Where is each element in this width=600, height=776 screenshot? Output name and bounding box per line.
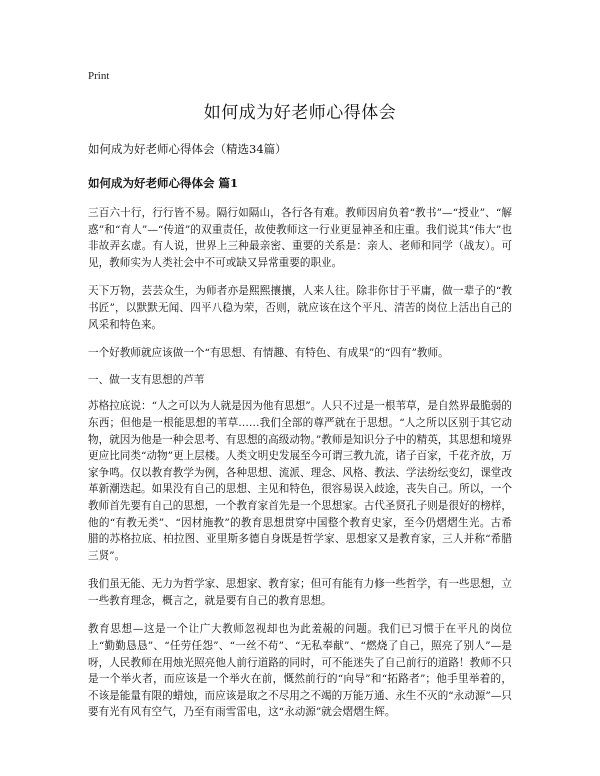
paragraph-education-thought: 教育思想—这是一个让广大教师忽视却也为此羞赧的问题。我们已习惯于在平凡的岗位上“勤勤恳恳”、“任劳任怨”、“一丝不苟”、“无私奉献”、“燃烧了自己，照亮了别人”—是呀，人民教师在用烛光照亮他人前行道路的同时，可不能迷失了自己前行的道路！教师不只是一个举火者，而应该是一个举火在前，慨然前行的“向导”和“拓路者”；他手里举着的，不该是能量有限的蜡烛，而应该是取之不尽用之不竭的万能万通、永生不灭的“永动源”—只要有光有风有空气，乃至有雨雪雷电，这“永动源”就会熠熠生辉。 (88, 623, 512, 719)
document-subtitle: 如何成为好老师心得体会（精选34篇） (88, 142, 287, 156)
print-label: Print (88, 70, 110, 82)
page-title: 如何成为好老师心得体会 (203, 103, 397, 123)
paragraph-second: 天下万物，芸芸众生，为师者亦是熙熙攘攘，人来人往。除非你甘于平庸，做一辈子的“教书匠”，以默默无闻、四平八稳为荣，否则，就应该在这个平凡、清苦的岗位上活出自己的风采和特色来。 (88, 285, 512, 331)
paragraph-socrates: 苏格拉底说：“人之可以为人就是因为他有思想”。人只不过是一根苇草，是自然界最脆弱的东西；但他是一根能思想的苇草……我们全部的尊严就在于思想。“人之所以区别于其它动物，就因为他是一种会思考、有思想的高级动物。”教师是知识分子中的精英，其思想和境界更应比同类“动物”更上层楼。人类文明史发展至今可谓三教九流，诸子百家，千花齐放，万家争鸣。仅以教育教学为例，各种思想、流派、理念、风格、教法、学法纷纭变幻，课堂改革新潮迭起。如果没有自己的思想、主见和特色，很容易误入歧途，丧失自己。所以，一个教师首先要有自己的思想，一个教育家首先是一个思想家。古代圣贤孔子则是很好的榜样，他的“有教无类”、“因材施教”的教育思想贯穿中国整个教育史家，至今仍熠熠生光。古希腊的苏格拉底、柏拉图、亚里斯多德自身既是哲学家、思想家又是教育家，三人并称“希腊三贤”。 (88, 400, 512, 562)
subsection-heading: 一、做一支有思想的芦苇 (88, 373, 205, 386)
paragraph-four-qualities: 一个好教师就应该做一个“有思想、有情趣、有特色、有成果”的“四有”教师。 (88, 347, 449, 360)
paragraph-intro: 三百六十行，行行皆不易。隔行如隔山，各行各有难。教师因肩负着“教书”—“授业”、“解惑”和“育人”—“传道”的双重责任，故使教师这一行业更显神圣和庄重。我们说其“伟大”也非故弄玄虚。有人说，世界上三种最亲密、重要的关系是：亲人、老师和同学（战友）。可见，教师实为人类社会中不可或缺又异常重要的职业。 (88, 207, 512, 269)
paragraph-philosophy: 我们虽无能、无力为哲学家、思想家、教育家；但可有能有力修一些哲学，有一些思想，立一些教育理念，概言之，就是要有自己的教育思想。 (88, 578, 512, 607)
section-heading: 如何成为好老师心得体会 篇1 (88, 176, 239, 190)
